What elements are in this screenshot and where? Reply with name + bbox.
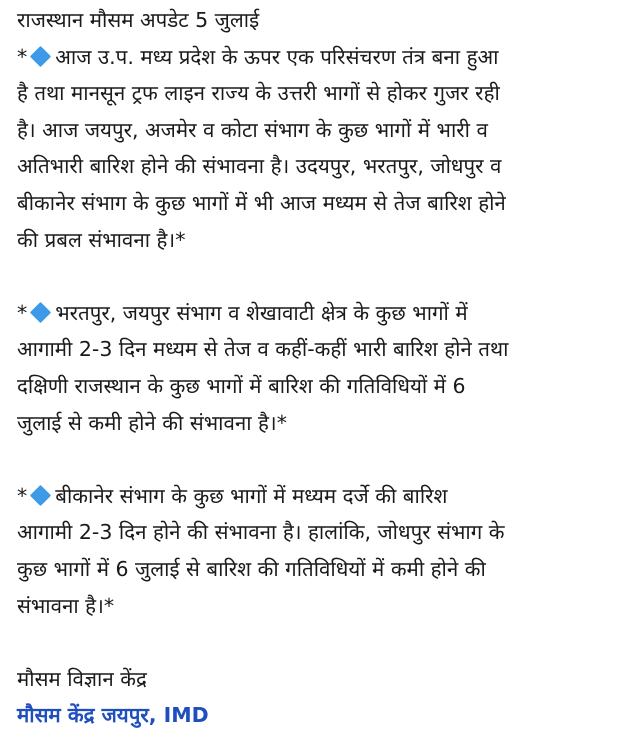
paragraph-line: * बीकानेर संभाग के कुछ भागों में मध्यम दर्जे की बारिश (17, 483, 448, 508)
blue-diamond-icon (30, 485, 51, 506)
blue-diamond-icon (30, 302, 51, 323)
paragraph-line: * आज उ.प. मध्य प्रदेश के ऊपर एक परिसंचरण तंत्र बना हुआ (17, 44, 499, 69)
paragraph-3 (17, 478, 628, 624)
blue-diamond-icon (30, 46, 51, 67)
paragraph-1 (17, 39, 628, 259)
paragraph-line: है तथा मानसून ट्रफ लाइन राज्य के उत्तरी भागों से होकर गुजर रही (17, 81, 500, 106)
paragraph-line: दक्षिणी राजस्थान के कुछ भागों में बारिश की गतिविधियों में 6 (17, 373, 466, 398)
signature: मौसम केंद्र जयपुर, IMD (17, 703, 209, 728)
bullet-asterisk: * (17, 44, 28, 69)
paragraph-2 (17, 295, 628, 441)
paragraph-line: बीकानेर संभाग के कुछ भागों में भी आज मध्यम से तेज बारिश होने (17, 190, 506, 215)
footer-department: मौसम विज्ञान केंद्र (17, 666, 147, 691)
bullet-asterisk: * (17, 300, 28, 325)
paragraph-line: आगामी 2-3 दिन मध्यम से तेज व कहीं-कहीं भारी बारिश होने तथा (17, 337, 509, 362)
spacer (17, 258, 628, 295)
spacer (17, 624, 628, 661)
paragraph-line: अतिभारी बारिश होने की संभावना है। उदयपुर, भरतपुर, जोधपुर व (17, 154, 502, 179)
paragraph-line: संभावना है।* (17, 593, 115, 618)
bullet-asterisk: * (17, 483, 28, 508)
message-title: राजस्थान मौसम अपडेट 5 जुलाई (17, 8, 260, 32)
paragraph-line: की प्रबल संभावना है।* (17, 227, 186, 252)
spacer (17, 441, 628, 478)
paragraph-line: * भरतपुर, जयपुर संभाग व शेखावाटी क्षेत्र के कुछ भागों में (17, 300, 468, 325)
paragraph-line: कुछ भागों में 6 जुलाई से बारिश की गतिविधियों में कमी होने की (17, 556, 486, 581)
paragraph-line: आगामी 2-3 दिन होने की संभावना है। हालांकि, जोधपुर संभाग के (17, 520, 505, 545)
paragraph-line: है। आज जयपुर, अजमेर व कोटा संभाग के कुछ भागों में भारी व (17, 117, 488, 142)
paragraph-line: जुलाई से कमी होने की संभावना है।* (17, 410, 287, 435)
